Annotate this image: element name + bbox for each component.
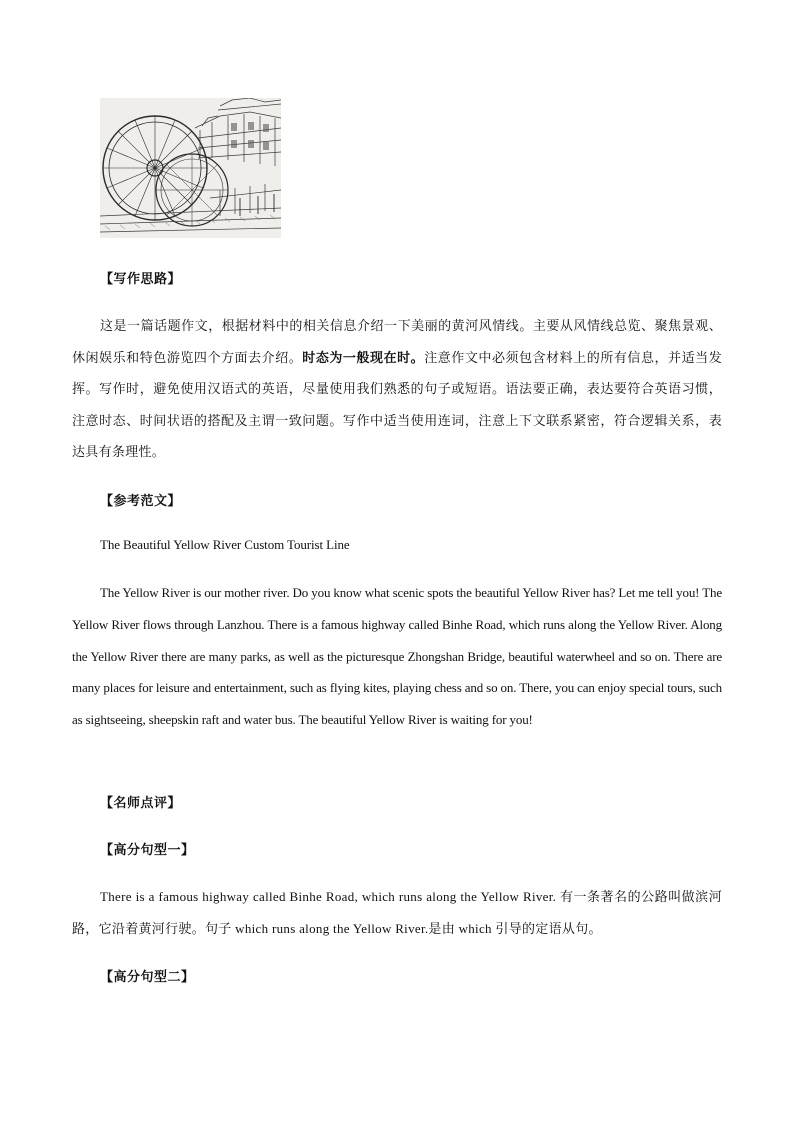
teacher-comment-heading: 【名师点评】 bbox=[100, 796, 182, 811]
writing-idea-paragraph bbox=[72, 311, 722, 469]
model-essay-heading: 【参考范文】 bbox=[100, 494, 182, 509]
writing-idea-text-bold: 时态为一般现在时。 bbox=[302, 350, 425, 366]
model-essay-title: The Beautiful Yellow River Custom Tourist Line bbox=[100, 537, 350, 552]
writing-idea-text-part2: 注意作文中必须包含材料上的所有信息，并适当发挥。写作时，避免使用汉语式的英语，尽量使用我们熟悉的句子或短语。语法要正确，表达要符合英语习惯，注意时态、时间状语的搭配及主谓一致问题。写作中适当使用连词，注意上下文联系紧密，符合逻辑关系，表达具有条理性。 bbox=[72, 350, 722, 460]
pattern-two-heading: 【高分句型二】 bbox=[100, 970, 195, 985]
model-essay-body: The Yellow River is our mother river. Do you know what scenic spots the beautiful Yellow River has? Let me tell you! The Yellow River flows through Lanzhou. There is a famous highway called Binhe Road, which runs along the Yellow River. Along the Yellow River there are many parks, as well as the picturesque Zhongshan Bridge, beautiful waterwheel and so on. There are many places for leisure and entertainment, such as flying kites, playing chess and so on. There, you can enjoy special tours, such as sightseeing, sheepskin raft and water bus. The beautiful Yellow River is waiting for you! bbox=[72, 585, 722, 728]
waterwheel-engraving-image bbox=[100, 98, 281, 238]
pattern-one-heading: 【高分句型一】 bbox=[100, 843, 195, 858]
waterwheel-illustration bbox=[100, 98, 281, 238]
pattern-one-paragraph: There is a famous highway called Binhe Road, which runs along the Yellow River. 有一条著名的公路叫做滨河路，它沿着黄河行驶。句子 which runs along the Yellow River.是由 which 引导的定语从句。 bbox=[72, 889, 722, 936]
writing-idea-text-part1: 这是一篇话题作文，根据材料中的相关信息介绍一下美丽的黄河风情线。主要从风情线总览、聚焦景观、休闲娱乐和特色游览四个方面去介绍。 bbox=[72, 319, 722, 366]
writing-idea-heading: 【写作思路】 bbox=[100, 272, 182, 287]
